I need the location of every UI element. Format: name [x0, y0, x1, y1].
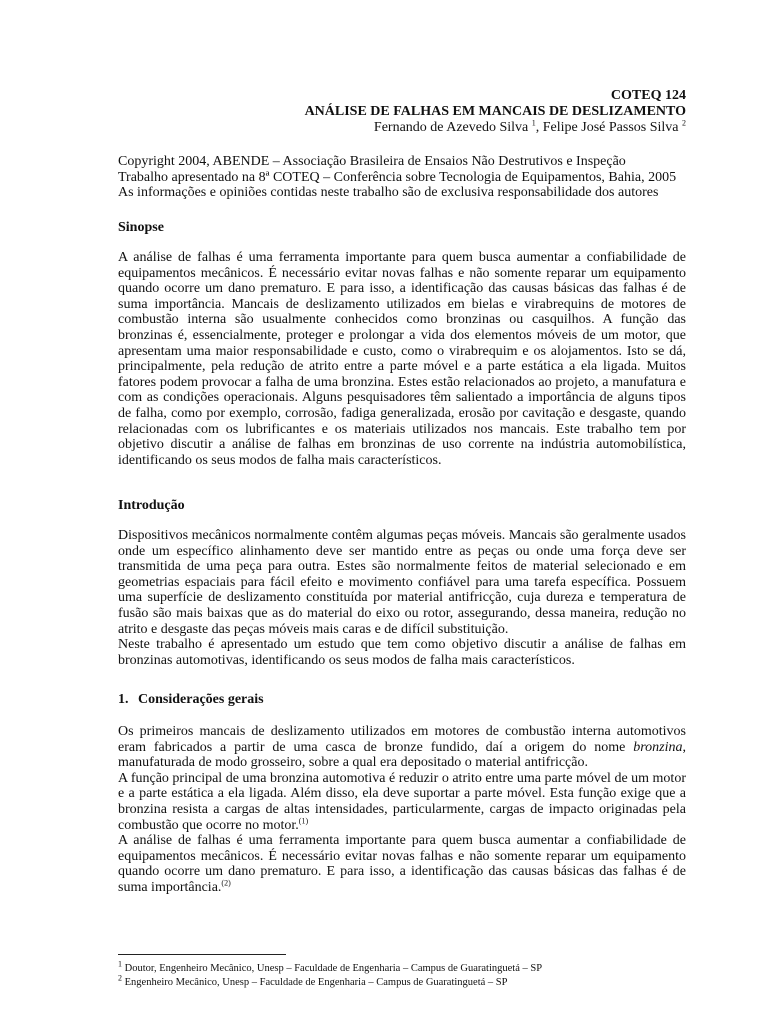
footnote-2-mark: 2: [118, 973, 122, 983]
author-2: , Felipe José Passos Silva: [535, 120, 682, 135]
section-number: 1.: [118, 692, 129, 707]
reference-1: (1): [298, 815, 309, 825]
consideracoes-section: [118, 724, 686, 896]
copyright-line-1: Copyright 2004, ABENDE – Associação Brasileira de Ensaios Não Destrutivos e Inspeção: [118, 154, 626, 169]
section-title: Considerações gerais: [138, 692, 264, 707]
author-1: Fernando de Azevedo Silva: [373, 120, 532, 135]
p1-text-a: Os primeiros mancais de deslizamento utilizados em motores de combustão interna automotivos eram fabricados a partir de uma casca de bronze fundido, daí a origem do nome: [118, 724, 686, 755]
sinopse-heading: Sinopse: [118, 220, 164, 235]
footnote-1-text: Doutor, Engenheiro Mecânico, Unesp – Faculdade de Engenharia – Campus de Guaratinguetá – SP: [122, 963, 543, 974]
paper-code: COTEQ 124: [610, 88, 686, 103]
footnote-1-mark: 1: [118, 959, 122, 969]
footnote-2-text: Engenheiro Mecânico, Unesp – Faculdade de Engenharia – Campus de Guaratinguetá – SP: [122, 977, 508, 988]
author-2-mark: 2: [682, 118, 686, 128]
introducao-heading: Introdução: [118, 498, 185, 513]
p1-text-b: , manufaturada de modo grosseiro, sobre a qual era depositado o material antifricção.: [118, 739, 686, 771]
p3-text: A análise de falhas é uma ferramenta importante para quem busca aumentar a confiabilidade de equipamentos mecânicos. É necessário evitar novas falhas e não somente reparar um equipamento quando ocorre um dano prematuro. E para isso, a identificação das causas básicas das falhas é de suma importância.: [118, 833, 686, 895]
introducao-paragraph-1: Dispositivos mecânicos normalmente contêm algumas peças móveis. Mancais são geralmente usados onde um específico alinhamento deve ser mantido entre as peças ou onde uma força deve ser transmitida de uma peça para outra. Estes são normalmente feitos de material selecionado e em geometrias espaciais para fácil efeito e movimento confiável para uma tarefa específica. Possuem uma superfície de deslizamento constituída por material antifricção, cuja dureza e temperatura de fusão são mais baixas que as do material do eixo ou rotor, assegurando, dessa maneira, redução no atrito e desgaste das peças móveis mais caras e de difícil substituição.: [118, 528, 686, 637]
introducao-section: [118, 528, 686, 668]
copyright-block: [118, 154, 686, 201]
consideracoes-paragraph-3: [118, 833, 686, 895]
author-1-mark: 1: [531, 118, 536, 128]
footnote-1: [118, 959, 686, 975]
reference-2: (2): [221, 878, 231, 888]
authors: [118, 120, 686, 136]
consideracoes-paragraph-1: [118, 724, 686, 771]
copyright-line-2: Trabalho apresentado na 8ª COTEQ – Conferência sobre Tecnologia de Equipamentos, Bahia, 2005: [118, 169, 677, 185]
paper-title: ANÁLISE DE FALHAS EM MANCAIS DE DESLIZAMENTO: [304, 104, 686, 119]
sinopse-text: A análise de falhas é uma ferramenta importante para quem busca aumentar a confiabilidade de equipamentos mecânicos. É necessário evitar novas falhas e não somente reparar um equipamento quando ocorre um dano prematuro. E para isso, a identificação das causas básicas das falhas é de suma importância. Mancais de deslizamento utilizados em bielas e virabrequins de motores de combustão interna são usualmente conhecidos como bronzinas ou casquilhos. A função das bronzinas é, essencialmente, proteger e prolongar a vida dos elementos móveis de um motor, que apresentam uma maior responsabilidade e custo, como o virabrequim e os alojamentos. Isto se dá, principalmente, pela redução de atrito entre a parte móvel e a parte estática a ela ligada. Muitos fatores podem provocar a falha de uma bronzina. Estes estão relacionados ao projeto, a manufatura e com as condições operacionais. Alguns pesquisadores têm salientado a importância de alguns tipos de falha, como por exemplo, corrosão, fadiga generalizada, erosão por cavitação e desgaste, quando relacionadas com os lubrificantes e os materiais utilizados nos mancais. Este trabalho tem por objetivo discutir a análise de falhas em bronzinas de uso corrente na indústria automobilística, identificando os seus modos de falha mais característicos.: [118, 250, 686, 468]
copyright-line-3: As informações e opiniões contidas neste trabalho são de exclusiva responsabilidade dos autores: [118, 185, 659, 201]
p2-text: A função principal de uma bronzina automotiva é reduzir o atrito entre uma parte móvel de um motor e a parte estática a ela ligada. Além disso, ela deve suportar a parte móvel. Esta função exige que a bronzina resista a cargas de altas intensidades, particularmente, cargas de impacto originadas pela combustão que ocorre no motor.: [118, 770, 686, 833]
footnote-2: [118, 973, 686, 989]
bronzina-term: bronzina: [633, 739, 683, 755]
introducao-paragraph-2: Neste trabalho é apresentado um estudo que tem como objetivo discutir a análise de falhas em bronzinas automotivas, identificando os seus modos de falha mais característicos.: [118, 637, 686, 668]
consideracoes-paragraph-2: [118, 771, 686, 833]
footnote-divider: [118, 954, 286, 955]
consideracoes-heading: [118, 692, 686, 708]
